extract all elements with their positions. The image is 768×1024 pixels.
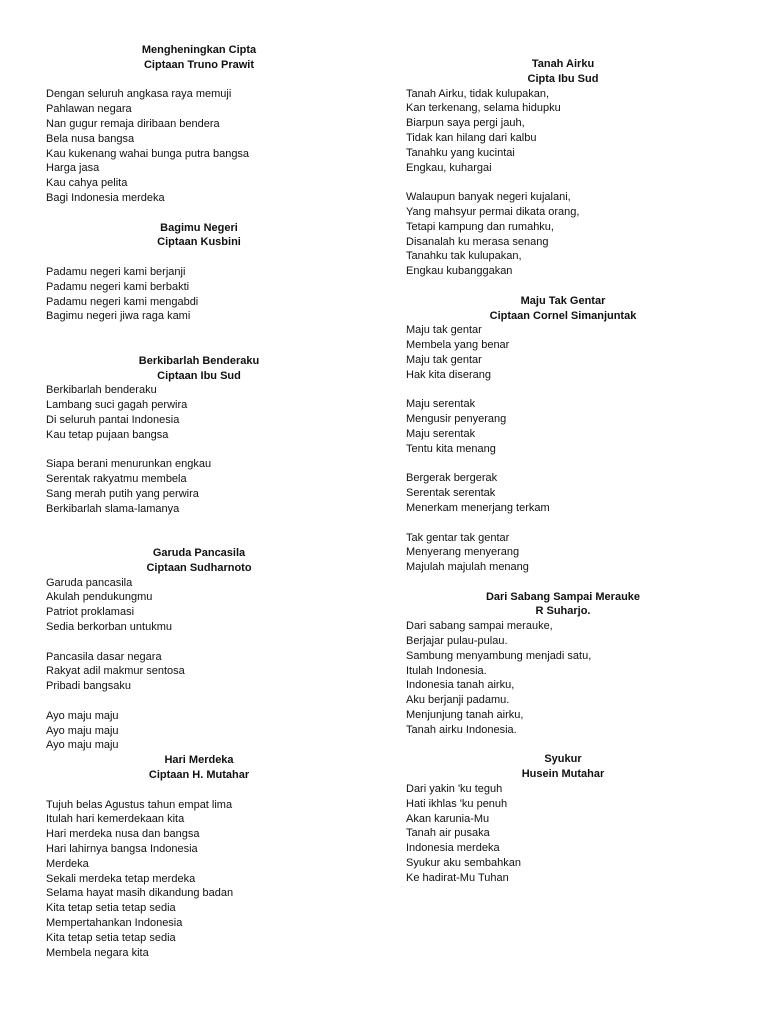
lyric-line: Syukur aku sembahkan xyxy=(406,857,521,870)
song-dari-sabang-sampai-merauke xyxy=(406,590,736,753)
song-title: Bagimu Negeri xyxy=(160,221,238,234)
lyric-line: Ayo maju maju xyxy=(46,739,119,752)
lyric-line: Padamu negeri kami berjanji xyxy=(46,265,186,278)
lyric-line: Pancasila dasar negara xyxy=(46,650,162,663)
lyric-line: Hati ikhlas 'ku penuh xyxy=(406,797,508,810)
lyric-line: Kau tetap pujaan bangsa xyxy=(46,428,169,441)
song-mengheningkan-cipta xyxy=(46,43,376,221)
song-title: Hari Merdeka xyxy=(164,754,234,767)
lyric-line: Lambang suci gagah perwira xyxy=(46,399,188,412)
song-author: Ciptaan Sudharnoto xyxy=(146,561,252,574)
lyric-line: Mempertahankan Indonesia xyxy=(46,917,183,930)
lyrics xyxy=(46,87,376,205)
lyric-line: Berkibarlah benderaku xyxy=(46,384,157,397)
lyric-line: Indonesia merdeka xyxy=(406,842,500,855)
lyric-line: Sang merah putih yang perwira xyxy=(46,487,199,500)
lyric-line: Maju serentak xyxy=(406,427,476,440)
lyric-line: Tanah air pusaka xyxy=(406,827,490,840)
left-column xyxy=(46,43,376,960)
lyrics xyxy=(46,576,376,754)
lyric-line: Tak gentar tak gentar xyxy=(406,531,510,544)
lyrics xyxy=(46,383,376,516)
lyric-line: Berjajar pulau-pulau. xyxy=(406,635,508,648)
song-garuda-pancasila xyxy=(46,546,376,753)
song-title: Maju Tak Gentar xyxy=(520,294,606,307)
lyrics xyxy=(406,782,736,886)
song-author: Cipta Ibu Sud xyxy=(527,72,599,85)
lyrics xyxy=(406,619,736,737)
lyric-line: Tanah Airku, tidak kulupakan, xyxy=(406,87,550,100)
lyric-line: Tanah airku Indonesia. xyxy=(406,723,517,736)
lyric-line: Tanahku tak kulupakan, xyxy=(406,250,522,263)
lyric-line: Padamu negeri kami mengabdi xyxy=(46,295,199,308)
lyric-line: Bergerak bergerak xyxy=(406,472,498,485)
lyric-line: Selama hayat masih dikandung badan xyxy=(46,887,234,900)
song-author: Ciptaan Kusbini xyxy=(157,236,241,249)
lyric-line: Tidak kan hilang dari kalbu xyxy=(406,131,537,144)
song-berkibarlah-benderaku xyxy=(46,354,376,546)
lyric-line: Maju tak gentar xyxy=(406,353,482,366)
lyric-line: Sedia berkorban untukmu xyxy=(46,621,172,634)
lyric-line: Menerkam menerjang terkam xyxy=(406,501,550,514)
lyrics xyxy=(46,798,376,961)
lyric-line: Bagi Indonesia merdeka xyxy=(46,191,165,204)
lyric-line: Hari merdeka nusa dan bangsa xyxy=(46,828,200,841)
lyric-line: Pribadi bangsaku xyxy=(46,680,132,693)
song-author: Ciptaan Cornel Simanjuntak xyxy=(489,309,637,322)
song-maju-tak-gentar xyxy=(406,294,736,590)
lyric-line: Itulah Indonesia. xyxy=(406,664,487,677)
lyric-line: Bagimu negeri jiwa raga kami xyxy=(46,310,191,323)
song-tanah-airku xyxy=(406,57,736,294)
lyric-line: Disanalah ku merasa senang xyxy=(406,235,549,248)
lyric-line: Itulah hari kemerdekaan kita xyxy=(46,813,185,826)
lyric-line: Tujuh belas Agustus tahun empat lima xyxy=(46,798,233,811)
lyric-line: Dari sabang sampai merauke, xyxy=(406,620,553,633)
lyric-line: Biarpun saya pergi jauh, xyxy=(406,117,525,130)
lyric-line: Kita tetap setia tetap sedia xyxy=(46,902,176,915)
lyric-line: Padamu negeri kami berbakti xyxy=(46,280,190,293)
lyric-line: Nan gugur remaja diribaan bendera xyxy=(46,117,220,130)
lyric-line: Tentu kita menang xyxy=(406,442,496,455)
lyric-line: Siapa berani menurunkan engkau xyxy=(46,458,212,471)
lyrics xyxy=(46,265,376,324)
lyric-line: Di seluruh pantai Indonesia xyxy=(46,413,180,426)
lyric-line: Maju serentak xyxy=(406,398,476,411)
lyrics xyxy=(406,87,736,279)
song-author: R Suharjo. xyxy=(535,605,591,618)
lyric-line: Indonesia tanah airku, xyxy=(406,679,515,692)
lyric-line: Akulah pendukungmu xyxy=(46,591,153,604)
lyric-line: Majulah majulah menang xyxy=(406,561,529,574)
song-author: Ciptaan Ibu Sud xyxy=(157,369,241,382)
song-syukur xyxy=(406,752,736,885)
lyric-line: Yang mahsyur permai dikata orang, xyxy=(406,205,580,218)
lyric-line: Kau kukenang wahai bunga putra bangsa xyxy=(46,147,250,160)
lyric-line: Garuda pancasila xyxy=(46,576,133,589)
lyric-line: Kita tetap setia tetap sedia xyxy=(46,931,176,944)
lyric-line: Dari yakin 'ku teguh xyxy=(406,783,503,796)
lyric-line: Dengan seluruh angkasa raya memuji xyxy=(46,88,232,101)
lyric-line: Hak kita diserang xyxy=(406,368,491,381)
song-author: Ciptaan Truno Prawit xyxy=(143,58,254,71)
lyric-line: Serentak serentak xyxy=(406,487,496,500)
song-title: Mengheningkan Cipta xyxy=(141,44,257,56)
lyric-line: Rakyat adil makmur sentosa xyxy=(46,665,185,678)
lyric-line: Kau cahya pelita xyxy=(46,177,128,190)
lyric-line: Sambung menyambung menjadi satu, xyxy=(406,649,592,662)
right-column xyxy=(406,57,736,886)
song-title: Tanah Airku xyxy=(531,58,595,70)
lyric-line: Tanahku yang kucintai xyxy=(406,146,515,159)
song-title: Syukur xyxy=(544,753,582,766)
lyric-line: Membela yang benar xyxy=(406,339,510,352)
lyric-line: Menyerang menyerang xyxy=(406,546,520,559)
lyric-line: Engkau kubanggakan xyxy=(406,265,513,278)
lyric-line: Menjunjung tanah airku, xyxy=(406,709,524,722)
lyric-line: Tetapi kampung dan rumahku, xyxy=(406,220,554,233)
lyric-line: Hari lahirnya bangsa Indonesia xyxy=(46,843,198,856)
lyric-line: Akan karunia-Mu xyxy=(406,812,490,825)
lyric-line: Engkau, kuhargai xyxy=(406,161,492,174)
lyric-line: Merdeka xyxy=(46,857,89,870)
song-title: Berkibarlah Benderaku xyxy=(138,354,260,367)
lyric-line: Bela nusa bangsa xyxy=(46,132,135,145)
song-title: Garuda Pancasila xyxy=(152,547,246,560)
lyric-line: Harga jasa xyxy=(46,162,100,175)
lyric-line: Walaupun banyak negeri kujalani, xyxy=(406,191,571,204)
lyric-line: Aku berjanji padamu. xyxy=(406,694,510,707)
lyric-line: Maju tak gentar xyxy=(406,324,482,337)
lyric-line: Ayo maju maju xyxy=(46,709,119,722)
lyrics xyxy=(406,323,736,575)
lyric-line: Berkibarlah slama-lamanya xyxy=(46,502,180,515)
lyric-line: Mengusir penyerang xyxy=(406,413,507,426)
lyric-line: Pahlawan negara xyxy=(46,103,132,116)
lyric-line: Patriot proklamasi xyxy=(46,606,135,619)
lyric-line: Serentak rakyatmu membela xyxy=(46,473,187,486)
lyric-line: Membela negara kita xyxy=(46,946,149,959)
lyric-line: Sekali merdeka tetap merdeka xyxy=(46,872,196,885)
song-hari-merdeka xyxy=(46,753,376,960)
lyric-line: Ayo maju maju xyxy=(46,724,119,737)
lyric-line: Kan terkenang, selama hidupku xyxy=(406,102,561,115)
song-author: Husein Mutahar xyxy=(521,768,605,781)
song-bagimu-negeri xyxy=(46,221,376,354)
song-title: Dari Sabang Sampai Merauke xyxy=(485,590,641,603)
song-author: Ciptaan H. Mutahar xyxy=(148,769,250,782)
lyric-line: Ke hadirat-Mu Tuhan xyxy=(406,871,509,884)
